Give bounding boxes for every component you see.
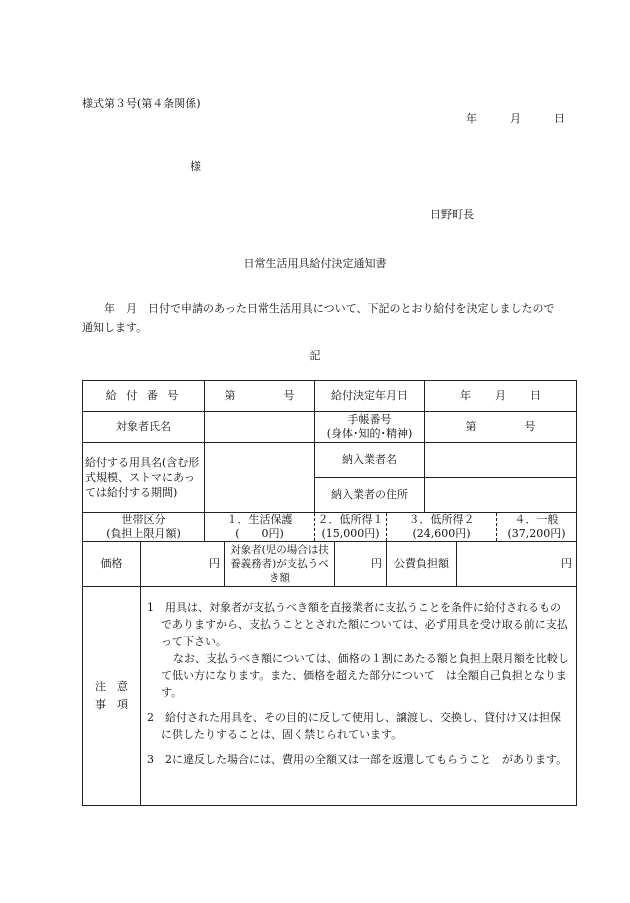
body-paragraph: 年 月 日付で申請のあった日常生活用具について、下記のとおり給付を決定しましたので通知します。: [82, 302, 555, 334]
techo-label: 手帳番号 (身体･知的･精神): [315, 412, 425, 443]
setai-option-3: ３．低所得２ (24,600円): [387, 513, 497, 542]
kohi-value: 円: [457, 542, 577, 587]
nonyu-addr-value: [425, 478, 577, 513]
nonyu-name-label: 納入業者名: [315, 443, 425, 478]
note-1-cont: なお、支払うべき額については、価格の１割にあたる額と負担上限月額を比較して低い方になります。また、価格を超えた部分について は全額自己負担となります。: [161, 652, 569, 699]
issue-date: [466, 112, 565, 125]
yogu-value: [205, 443, 315, 513]
addressee-honorific: 様: [190, 160, 201, 173]
table-row: [83, 443, 577, 478]
kakaku-label: 価格: [83, 542, 141, 587]
kettei-date-value: 年 月 日: [425, 381, 577, 412]
document-title: 日常生活用具給付決定通知書: [243, 257, 387, 270]
note-2: 2 給付された用具を、その目的に反して使用し、譲渡し、交換し、貸付け又は担保に供したりすることは、固く禁じられています。: [147, 711, 561, 741]
date-day: 日: [554, 112, 565, 125]
table-row: [83, 381, 577, 412]
note-1: 1 用具は、対象者が支払うべき額を直接業者に支払うことを条件に給付されるものでありますから、支払うこととされた額については、必ず用具を受け取る前に支払って下さい。: [147, 601, 568, 648]
ki-heading: 記: [309, 349, 321, 362]
yogu-label: 給付する用具名(含む形式規模、ストマにあっては給付する期間): [83, 443, 205, 513]
kakaku-value: 円: [141, 542, 225, 587]
kettei-date-label: 給付決定年月日: [315, 381, 425, 412]
table-row: [83, 412, 577, 443]
note-3: 3 2に違反した場合には、費用の全額又は一部を返還してもらうこと があります。: [147, 753, 568, 766]
taishosha-label: 対象者氏名: [83, 412, 205, 443]
table-row: [83, 587, 577, 806]
shiharai-label: 対象者(児の場合は扶養義務者)が支払うべき額: [225, 542, 335, 587]
kyufu-bango-label: 給 付 番 号: [83, 381, 205, 412]
taishosha-value: [205, 412, 315, 443]
table-row: [83, 513, 577, 542]
date-month: 月: [510, 112, 521, 125]
issuer-name: 日野町長: [430, 208, 474, 221]
kyufu-bango-value: 第 号: [205, 381, 315, 412]
techo-value: 第 号: [425, 412, 577, 443]
notes-section: [141, 587, 577, 806]
date-year: 年: [466, 112, 477, 125]
shiharai-value: 円: [335, 542, 387, 587]
decision-table: [82, 380, 577, 806]
form-number: 様式第３号(第４条関係): [82, 97, 201, 110]
setai-option-1: １．生活保護 ( 0円): [205, 513, 315, 542]
chui-label: 注 意 事 項: [83, 587, 141, 806]
setai-option-2: ２．低所得１ (15,000円): [315, 513, 387, 542]
setai-option-4: ４．一般 (37,200円): [497, 513, 577, 542]
table-row: [83, 542, 577, 587]
nonyu-name-value: [425, 443, 577, 478]
kohi-label: 公費負担額: [387, 542, 457, 587]
setai-label: 世帯区分 (負担上限月額): [83, 513, 205, 542]
nonyu-addr-label: 納入業者の住所: [315, 478, 425, 513]
